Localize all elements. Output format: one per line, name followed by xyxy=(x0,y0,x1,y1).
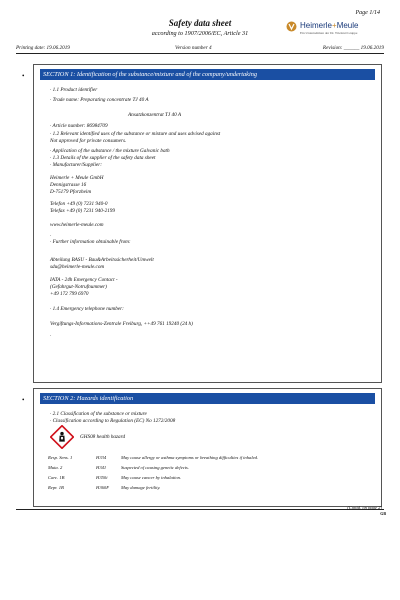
hazard-row xyxy=(48,475,368,482)
s1-line: Heimerle + Meule GmbH xyxy=(50,175,104,181)
s1-line: · Further information obtainable from: xyxy=(50,239,131,245)
hazard-row xyxy=(48,485,368,492)
s1-line: Telefon +49 (0) 7231 940-0 xyxy=(50,201,108,207)
s1-line: · 1.1 Product identifier xyxy=(50,87,98,93)
s1-line: Not approved for private consumers. xyxy=(50,138,127,144)
logo-mark-icon xyxy=(286,21,297,32)
s1-line: · Application of the substance / the mixture Galvanic bath xyxy=(50,148,170,154)
s1-line: D-75179 Pforzheim xyxy=(50,189,92,195)
document-info-line xyxy=(16,45,384,54)
s1-line: Telefax +49 (0) 7231 940-2199 xyxy=(50,208,115,214)
s1-line: · Article number: 86984709 xyxy=(50,123,108,129)
hazard-category: Resp. Sens. 1 xyxy=(48,455,73,460)
hazard-category: Muta. 2 xyxy=(48,465,63,470)
s1-line: · xyxy=(50,333,52,339)
hazard-row xyxy=(48,465,368,472)
hazard-statement: May cause allergy or asthma symptoms or breathing difficulties if inhaled. xyxy=(121,455,259,460)
hazard-code: H360F xyxy=(96,485,110,490)
section-1-bullet: • xyxy=(22,72,25,80)
s1-line: Vergiftungs-Informations-Zentrale Freiburg, ++49 761 19240 (24 h) xyxy=(50,321,193,327)
page-number: Page 1/14 xyxy=(355,10,380,16)
hazard-category: Carc. 1B xyxy=(48,475,65,480)
hazard-code: H334 xyxy=(96,455,107,460)
s1-line: · xyxy=(50,233,52,239)
s2-line: · 2.1 Classification of the substance or mixture xyxy=(50,411,147,417)
printing-date: Printing date: 19.06.2019 xyxy=(16,45,70,51)
s1-line: · Manufacturer/Supplier: xyxy=(50,162,102,168)
s1-line: Abteilung BASU - Bau&Arbeitssicherheit/Umwelt xyxy=(50,257,154,263)
s1-line: · 1.3 Details of the supplier of the safety data sheet xyxy=(50,155,156,161)
document-subtitle: according to 1907/2006/EC, Article 31 xyxy=(151,30,249,37)
revision-date: Revision: ______ 19.06.2019 xyxy=(322,45,384,51)
logo-wordmark: Heimerle+Meule xyxy=(300,21,359,30)
hazard-code: H350i xyxy=(96,475,108,480)
language-code: GB xyxy=(380,511,386,516)
document-title: Safety data sheet xyxy=(168,18,232,28)
s1-line: www.heimerle-meule.com xyxy=(50,222,104,228)
s1-line: · 1.4 Emergency telephone number: xyxy=(50,306,124,312)
hazard-statement: Suspected of causing genetic defects. xyxy=(121,465,189,470)
s1-line: sdu@heimerle-meule.com xyxy=(50,264,105,270)
section-2 xyxy=(33,388,382,507)
company-logo xyxy=(286,18,382,44)
section-1 xyxy=(33,64,382,383)
section-1-title: SECTION 1: Identification of the substance/mixture and of the company/undertaking xyxy=(40,69,375,80)
hazard-code: H341 xyxy=(96,465,107,470)
s1-line: Dennigstrasse 16 xyxy=(50,182,87,188)
logo-tagline: Ein Unternehmen der Dr. Wieland Gruppe xyxy=(300,31,358,35)
s1-line: · Trade name: Preparating concentrate TJ 40 A xyxy=(50,97,149,103)
hazard-row xyxy=(48,455,368,462)
hazard-category: Repr. 1B xyxy=(48,485,64,490)
s1-line: +49 172 799 6970 xyxy=(50,291,89,297)
version-number: Version number 4 xyxy=(175,45,212,51)
continued-note: (Contd. on page 2) xyxy=(347,505,382,510)
section-2-bullet: • xyxy=(22,396,25,404)
s1-line: IATA - 24h Emergency Contact - xyxy=(50,277,118,283)
s2-line: · Classification according to Regulation (EC) No 1272/2008 xyxy=(50,418,176,424)
s1-line: · 1.2 Relevant identified uses of the substance or mixture and uses advised against xyxy=(50,131,221,137)
s1-line: Ansatzkonzentrat TJ 40 A xyxy=(128,112,182,118)
hazard-statement: May damage fertility. xyxy=(121,485,161,490)
hazard-statement: May cause cancer by inhalation. xyxy=(121,475,182,480)
section-2-title: SECTION 2: Hazards identification xyxy=(40,393,375,404)
ghs-label: GHS08 health hazard xyxy=(80,434,126,440)
ghs08-health-hazard-icon xyxy=(50,425,74,449)
s1-line: (Gefahrgut-Notrufnummer) xyxy=(50,284,107,290)
footer-divider xyxy=(16,509,384,510)
